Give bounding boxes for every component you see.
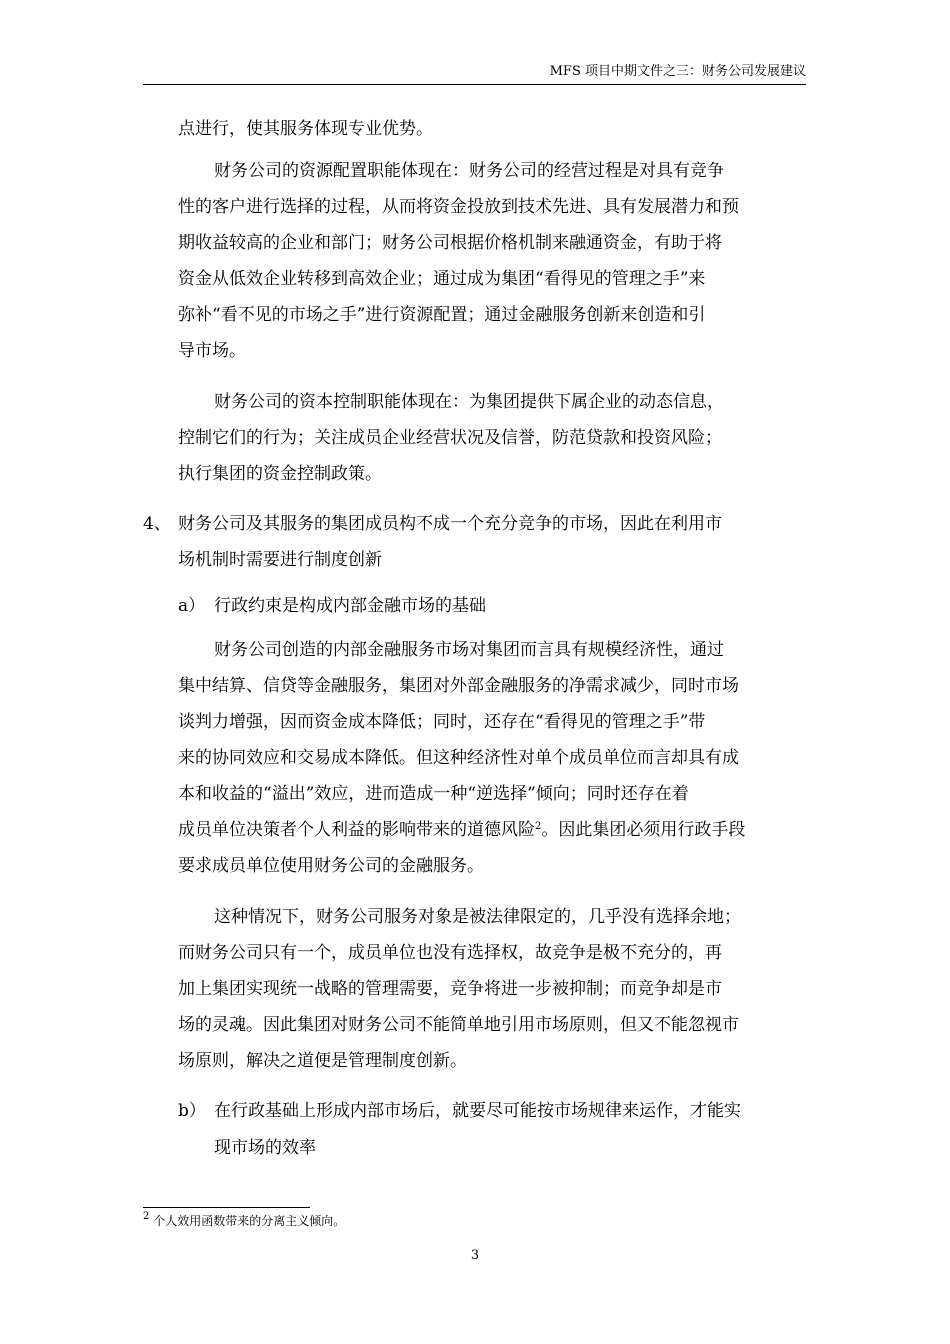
footnote-rule (143, 1207, 310, 1208)
text-line: 集中结算、信贷等金融服务，集团对外部金融服务的净需求减少，同时市场 (178, 676, 739, 696)
text-line: 弥补“看不见的市场之手”进行资源配置；通过金融服务创新来创造和引 (178, 305, 706, 325)
footnote-ref[interactable]: 2 (535, 821, 542, 832)
sub-item-label: a） (178, 596, 206, 616)
text-line: 导市场。 (178, 341, 246, 361)
text-line: 财务公司及其服务的集团成员构不成一个充分竞争的市场，因此在利用市 (178, 514, 722, 534)
text-line: 谈判力增强，因而资金成本降低；同时，还存在“看得见的管理之手”带 (178, 712, 706, 732)
text-line: 财务公司的资本控制职能体现在：为集团提供下属企业的动态信息， (214, 392, 724, 412)
text-line: 控制它们的行为；关注成员企业经营状况及信誉，防范贷款和投资风险； (178, 428, 722, 448)
text-line: 本和收益的“溢出”效应，进而造成一种“逆选择”倾向；同时还存在着 (178, 784, 689, 804)
sub-item-heading: 行政约束是构成内部金融市场的基础 (214, 596, 486, 616)
footnote-text: 个人效用函数带来的分离主义倾向。 (153, 1214, 346, 1228)
text-line (178, 819, 745, 841)
text-line: 来的协同效应和交易成本降低。但这种经济性对单个成员单位而言却具有成 (178, 748, 739, 768)
text-line: 财务公司的资源配置职能体现在：财务公司的经营过程是对具有竞争 (214, 161, 724, 181)
text-line: 场机制时需要进行制度创新 (178, 550, 382, 570)
text-line: 执行集团的资金控制政策。 (178, 464, 382, 484)
header-rule (143, 84, 806, 85)
text-line: 财务公司创造的内部金融服务市场对集团而言具有规模经济性，通过 (214, 640, 724, 660)
text-line: 加上集团实现统一战略的管理需要，竞争将进一步被抑制；而竞争却是市 (178, 979, 722, 999)
footnote-mark: 2 (143, 1211, 150, 1222)
text-line: 性的客户进行选择的过程，从而将资金投放到技术先进、具有发展潜力和预 (178, 197, 739, 217)
sub-item-heading: 在行政基础上形成内部市场后，就要尽可能按市场规律来运作，才能实 (214, 1101, 741, 1121)
text-line: 期收益较高的企业和部门；财务公司根据价格机制来融通资金，有助于将 (178, 233, 722, 253)
sub-item-label: b） (178, 1101, 206, 1121)
footnote (143, 1213, 345, 1229)
text-line: 资金从低效企业转移到高效企业；通过成为集团“看得见的管理之手”来 (178, 269, 706, 289)
text-line: 点进行，使其服务体现专业优势。 (178, 119, 433, 139)
text-line: 要求成员单位使用财务公司的金融服务。 (178, 856, 484, 876)
page-number: 3 (470, 1248, 480, 1263)
text-segment: 。因此集团必须用行政手段 (541, 820, 746, 840)
list-number: 4、 (143, 514, 171, 534)
running-header: MFS 项目中期文件之三：财务公司发展建议 (549, 64, 806, 79)
sub-item-heading: 现市场的效率 (214, 1138, 316, 1158)
text-line: 而财务公司只有一个，成员单位也没有选择权，故竞争是极不充分的，再 (178, 943, 722, 963)
text-segment: 成员单位决策者个人利益的影响带来的道德风险 (178, 820, 535, 840)
text-line: 这种情况下，财务公司服务对象是被法律限定的，几乎没有选择余地； (214, 907, 741, 927)
text-line: 场的灵魂。因此集团对财务公司不能简单地引用市场原则，但又不能忽视市 (178, 1015, 739, 1035)
text-line: 场原则，解决之道便是管理制度创新。 (178, 1051, 467, 1071)
